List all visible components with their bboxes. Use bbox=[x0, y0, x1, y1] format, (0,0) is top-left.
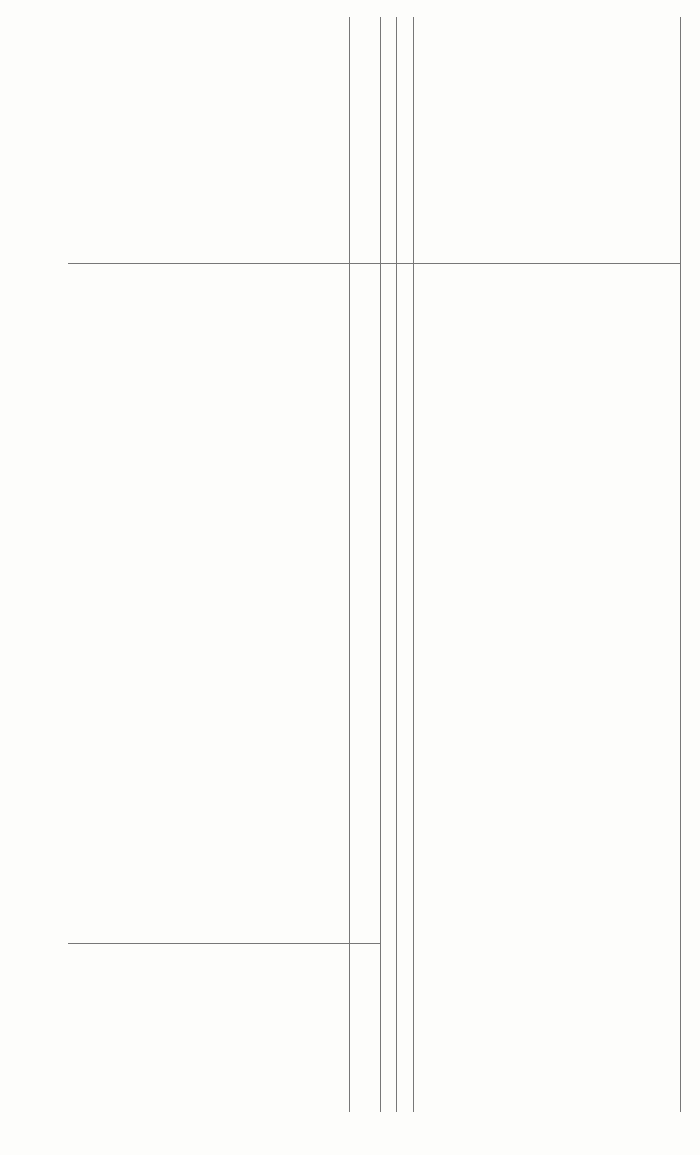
column-rule bbox=[68, 943, 380, 944]
rotated-table bbox=[68, 17, 688, 1112]
table-rule bbox=[396, 17, 397, 1112]
column-rule bbox=[68, 263, 680, 264]
means-totals bbox=[354, 17, 376, 1112]
table-rule bbox=[380, 17, 381, 1112]
table-rule bbox=[680, 17, 681, 1112]
table-rule bbox=[349, 17, 350, 1112]
grand-row bbox=[367, 17, 377, 1112]
means-row bbox=[354, 17, 364, 1112]
staff-heading bbox=[420, 17, 430, 1112]
table-rule bbox=[413, 17, 414, 1112]
